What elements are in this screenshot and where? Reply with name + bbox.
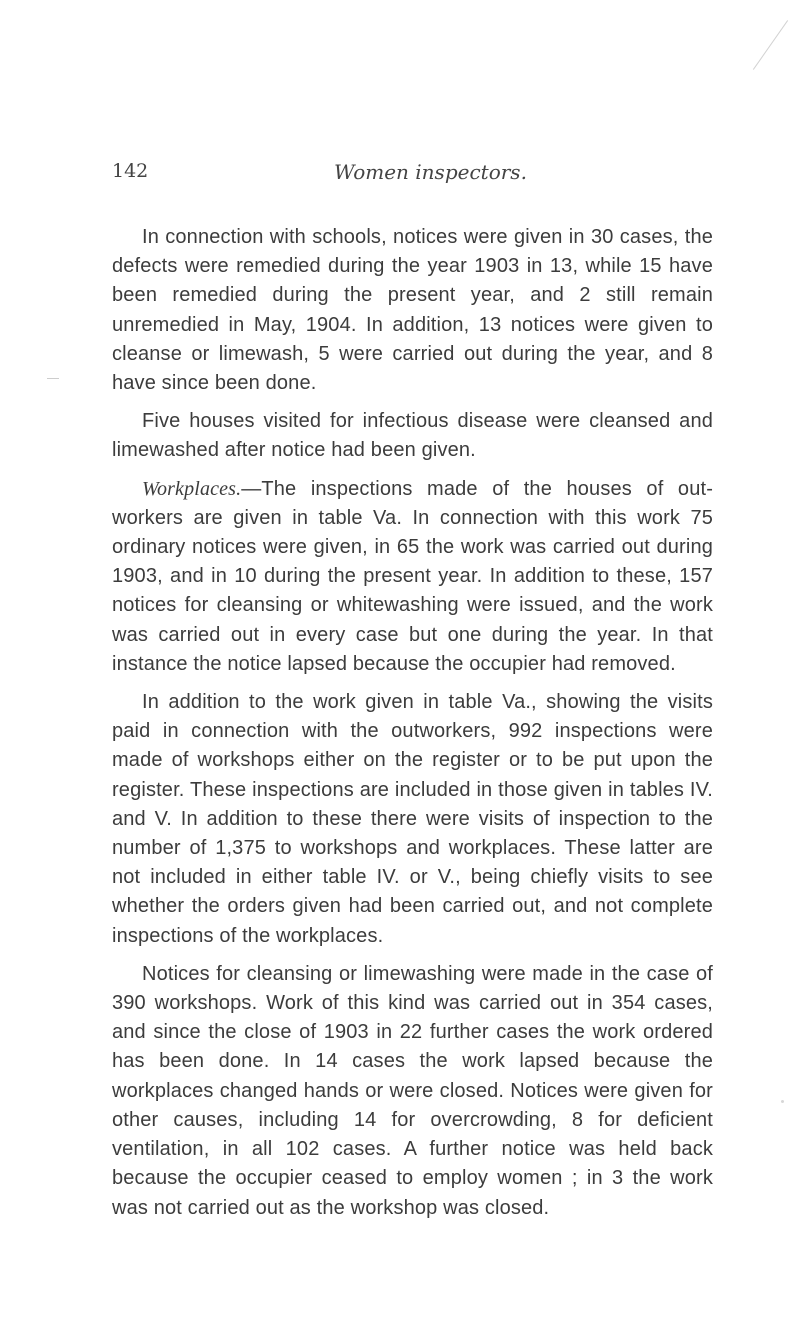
running-head: Women inspectors. xyxy=(334,160,527,184)
paragraph-text: Notices for cleansing or limewashing were made in the case of 390 workshops. Work of this kind was carried out in 354 cases, and since the close of 1903 in 22 further cases the work ordered has been done. In 14 cases the work lapsed because the workplaces changed hands or were closed. Notices were given for other causes, including 14 for overcrowding, 8 for deficient ventilation, in all 102 cases. A further notice was held back because the occupier ceased to employ women ; in 3 the work was not carried out as the workshop was closed. xyxy=(112,962,713,1219)
paragraph-schools xyxy=(112,223,713,398)
scan-mark xyxy=(47,378,59,379)
paragraph-workshop-inspections xyxy=(112,688,713,951)
paragraph-text: In addition to the work given in table Va., showing the visits paid in connection with the outworkers, 992 inspections were made of workshops either on the register or to be put upon the register. These inspections are included in those given in tables IV. and V. In addition to these there were visits of inspection to the number of 1,375 to workshops and workplaces. These latter are not included in either table IV. or V., being chiefly visits to see whether the orders given had been carried out, and not complete inspections of the workplaces. xyxy=(112,691,713,947)
paragraph-cleansing-notices xyxy=(112,960,713,1223)
body-text xyxy=(112,223,713,1223)
paragraph-infectious-disease xyxy=(112,407,713,465)
section-lead-workplaces: Workplaces. xyxy=(142,477,242,500)
page-number: 142 xyxy=(112,160,149,182)
scan-mark xyxy=(753,20,788,70)
scan-mark xyxy=(781,1100,784,1103)
paragraph-text: Five houses visited for infectious disease were cleansed and limewashed after notice had been given. xyxy=(112,410,713,462)
paragraph-text: In connection with schools, notices were given in 30 cases, the defects were remedied during the year 1903 in 13, while 15 have been remedied during the present year, and 2 still remain unremedied in May, 1904. In addition, 13 notices were given to cleanse or limewash, 5 were carried out during the year, and 8 have since been done. xyxy=(112,226,713,395)
paragraph-workplaces xyxy=(112,475,713,679)
page-header xyxy=(112,160,712,188)
paragraph-text: —The inspections made of the houses of out-workers are given in table Va. In connection with this work 75 ordinary notices were given, in 65 the work was carried out during 1903, and in 10 during the present year. In addition to these, 157 notices for cleansing or whitewashing were issued, and the work was carried out in every case but one during the year. In that instance the notice lapsed because the occupier had removed. xyxy=(112,477,713,675)
